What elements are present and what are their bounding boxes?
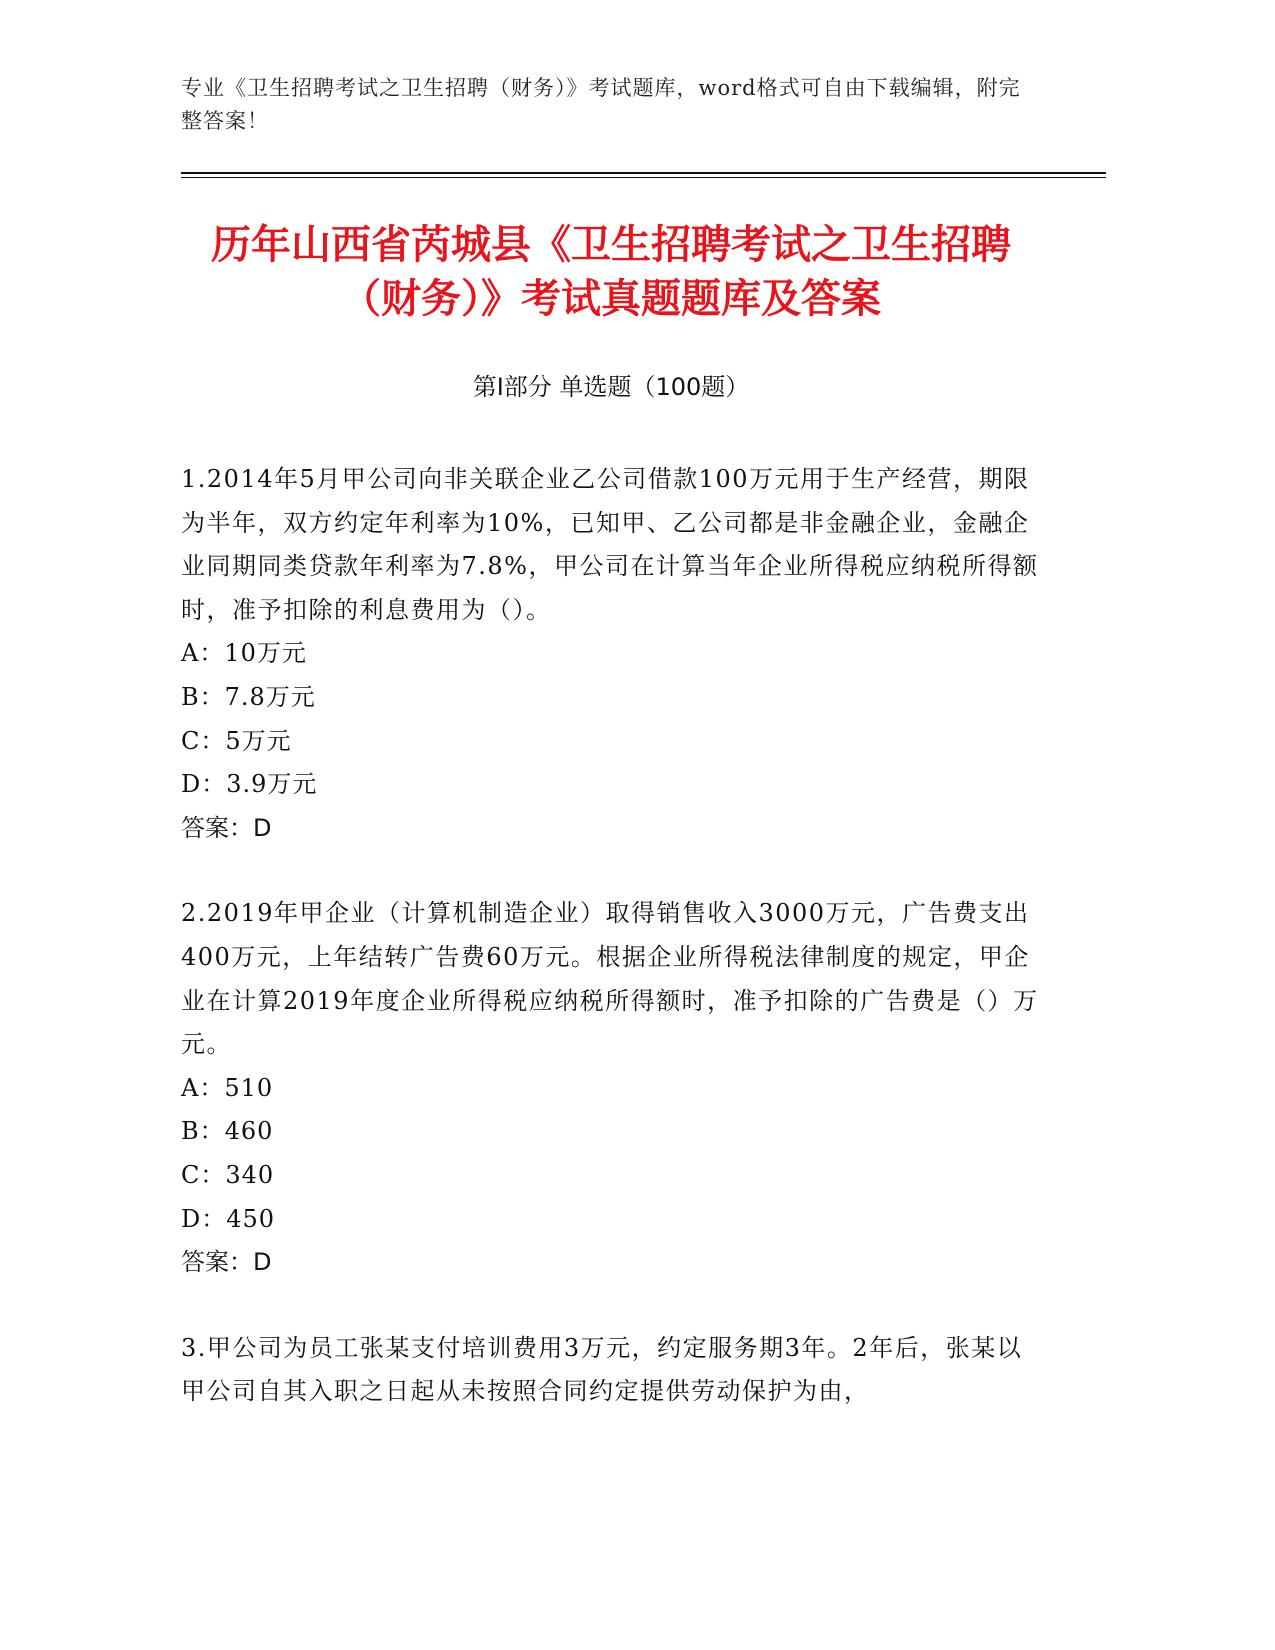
header-divider-thick: [181, 172, 1106, 174]
question-3: [181, 1327, 1041, 1414]
option-d: D：450: [181, 1204, 276, 1233]
question-1: [181, 458, 1041, 850]
option-a: A：10万元: [181, 639, 307, 668]
header-note: 专业《卫生招聘考试之卫生招聘（财务）》考试题库，word格式可自由下载编辑，附完整答案！: [181, 76, 1021, 133]
document-title: 历年山西省芮城县《卫生招聘考试之卫生招聘（财务）》考试真题题库及答案: [211, 222, 1011, 322]
option-a: A：510: [181, 1073, 274, 1102]
question-stem: 1.2014年5月甲公司向非关联企业乙公司借款100万元用于生产经营，期限为半年，双方约定年利率为10%，已知甲、乙公司都是非金融企业，金融企业同期同类贷款年利率为7.8%，甲公司在计算当年企业所得税应纳税所得额时，准予扣除的利息费用为（）。: [181, 465, 1039, 624]
option-b: B：7.8万元: [181, 682, 316, 711]
option-c: C：5万元: [181, 726, 292, 755]
header-divider-thin: [181, 177, 1106, 178]
question-stem: 3.甲公司为员工张某支付培训费用3万元，约定服务期3年。2年后，张某以甲公司自其入职之日起从未按照合同约定提供劳动保护为由，: [181, 1333, 1023, 1406]
option-b: B：460: [181, 1117, 274, 1146]
answer-line: 答案：D: [181, 1248, 272, 1277]
section-heading: 第Ⅰ部分 单选题（100题）: [472, 373, 750, 401]
option-d: D：3.9万元: [181, 770, 318, 799]
answer-line: 答案：D: [181, 813, 272, 842]
option-c: C：340: [181, 1160, 275, 1189]
question-2: [181, 892, 1041, 1284]
question-stem: 2.2019年甲企业（计算机制造企业）取得销售收入3000万元，广告费支出400万元，上年结转广告费60万元。根据企业所得税法律制度的规定，甲企业在计算2019年度企业所得税应纳税所得额时，准予扣除的广告费是（）万元。: [181, 899, 1039, 1059]
question-list: [181, 458, 1041, 1456]
